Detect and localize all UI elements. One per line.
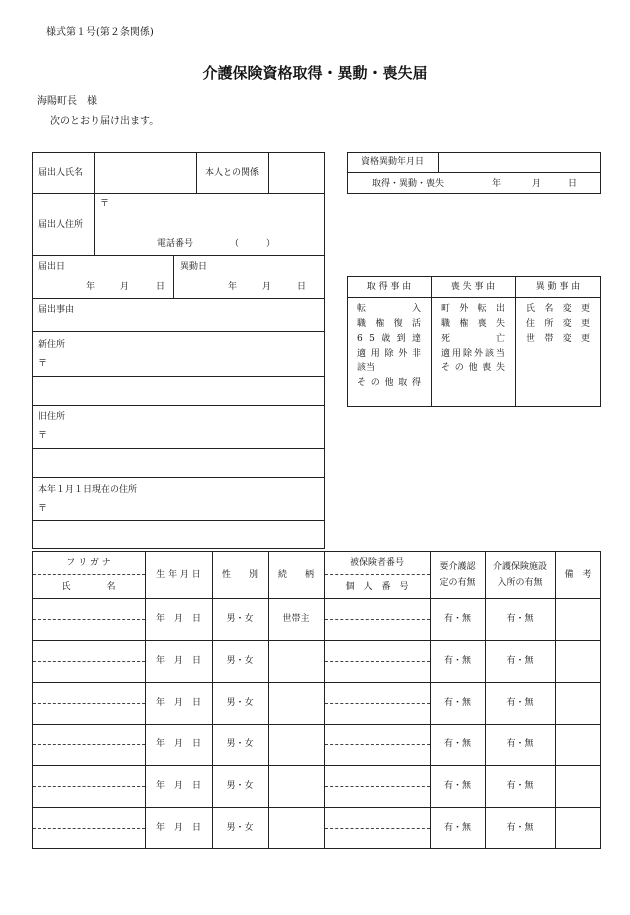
jan1-address-label: 本年１月１日現在の住所 [38, 485, 138, 495]
change-date-day: 日 [297, 282, 307, 292]
old-address-postal-mark: 〒 [38, 431, 48, 441]
care-cert-header-line2: 定の有無 [439, 578, 476, 588]
jan1-address-postal-mark: 〒 [38, 504, 48, 514]
relation-header: 続 柄 [277, 570, 314, 580]
facility-header-line2: 入所の有無 [497, 578, 543, 588]
change-reason-header: 異 動 事 由 [535, 282, 581, 292]
lose-reason-item[interactable]: 職 権 喪 失 [441, 319, 505, 329]
acquire-reason-item[interactable]: 適 用 除 外 非 [357, 349, 421, 359]
birthdate-cell[interactable]: 年 月 日 [155, 698, 201, 708]
acquire-reason-header: 取 得 事 由 [366, 282, 412, 292]
facility-cell[interactable]: 有・無 [506, 781, 534, 791]
new-address-postal-mark: 〒 [38, 359, 48, 369]
qualification-date-types: 取得・異動・喪失 [372, 179, 445, 189]
lose-reason-item[interactable]: 適 用 除 外 該 当 [441, 349, 505, 359]
qualification-date-title: 資格異動年月日 [361, 157, 425, 167]
care-cert-cell[interactable]: 有・無 [443, 656, 471, 666]
facility-header-line1: 介護保険施設 [492, 562, 547, 572]
change-reason-item[interactable]: 住 所 変 更 [526, 319, 590, 329]
change-reason-item[interactable]: 氏 名 変 更 [526, 304, 590, 314]
birthdate-header: 生 年 月 日 [156, 570, 201, 580]
phone-field[interactable]: （ ） [230, 239, 276, 249]
acquire-reason-item[interactable]: そ の 他 取 得 [357, 378, 421, 388]
applicant-name-label: 届出人氏名 [38, 168, 84, 178]
relation-cell: 世帯主 [282, 614, 310, 624]
gender-cell[interactable]: 男・女 [226, 698, 254, 708]
care-cert-cell[interactable]: 有・無 [443, 823, 471, 833]
acquire-reason-item: 該当 [357, 363, 376, 373]
acquire-reason-item[interactable]: 転 入 [357, 304, 421, 314]
facility-cell[interactable]: 有・無 [506, 823, 534, 833]
acquire-reason-item[interactable]: 6 5 歳 到 達 [357, 334, 421, 344]
relation-field[interactable] [270, 154, 323, 191]
insured-number-header: 被保険者番号 [349, 558, 404, 568]
gender-cell[interactable]: 男・女 [226, 781, 254, 791]
name-header: 氏 名 [61, 582, 116, 592]
form-number: 様式第１号(第２条関係) [46, 27, 154, 38]
gender-cell[interactable]: 男・女 [226, 614, 254, 624]
birthdate-cell[interactable]: 年 月 日 [155, 823, 201, 833]
facility-cell[interactable]: 有・無 [506, 698, 534, 708]
lose-reason-header: 喪 失 事 由 [450, 282, 496, 292]
intro-text: 次のとおり届け出ます。 [50, 116, 160, 127]
gender-cell[interactable]: 男・女 [226, 823, 254, 833]
phone-label: 電話番号 [157, 239, 194, 249]
birthdate-cell[interactable]: 年 月 日 [155, 781, 201, 791]
change-date-label: 異動日 [180, 262, 208, 272]
care-cert-cell[interactable]: 有・無 [443, 698, 471, 708]
remarks-header: 備 考 [564, 570, 592, 580]
new-address-label: 新住所 [38, 340, 66, 350]
qualification-date-month: 月 [532, 179, 542, 189]
postal-mark: 〒 [100, 199, 110, 209]
facility-cell[interactable]: 有・無 [506, 656, 534, 666]
birthdate-cell[interactable]: 年 月 日 [155, 614, 201, 624]
lose-reason-item[interactable]: 町 外 転 出 [441, 304, 505, 314]
form-title: 介護保険資格取得・異動・喪失届 [202, 64, 428, 82]
notify-date-label: 届出日 [38, 262, 66, 272]
facility-cell[interactable]: 有・無 [506, 739, 534, 749]
birthdate-cell[interactable]: 年 月 日 [155, 656, 201, 666]
gender-cell[interactable]: 男・女 [226, 739, 254, 749]
qualification-date-year: 年 [492, 179, 502, 189]
personal-number-header: 個 人 番 号 [345, 582, 409, 592]
relation-label: 本人との関係 [205, 168, 260, 178]
reason-label: 届出事由 [38, 305, 75, 315]
applicant-address-label: 届出人住所 [38, 220, 84, 230]
acquire-reason-item[interactable]: 職 権 復 活 [357, 319, 421, 329]
applicant-address-field[interactable] [96, 195, 323, 235]
lose-reason-item[interactable]: そ の 他 喪 失 [441, 363, 505, 373]
care-cert-header-line1: 要介護認 [439, 562, 476, 572]
notify-date-month: 月 [120, 282, 130, 292]
qualification-date-day: 日 [568, 179, 578, 189]
old-address-label: 旧住所 [38, 412, 66, 422]
furigana-header: フ リ ガ ナ [66, 558, 111, 568]
change-reason-item[interactable]: 世 帯 変 更 [526, 334, 590, 344]
gender-header: 性 別 [221, 570, 258, 580]
change-date-year: 年 [228, 282, 238, 292]
applicant-name-field[interactable] [96, 154, 194, 191]
addressee: 海陽町長 様 [37, 96, 97, 107]
notify-date-year: 年 [86, 282, 96, 292]
change-date-month: 月 [262, 282, 272, 292]
notify-date-day: 日 [156, 282, 166, 292]
care-cert-cell[interactable]: 有・無 [443, 781, 471, 791]
gender-cell[interactable]: 男・女 [226, 656, 254, 666]
care-cert-cell[interactable]: 有・無 [443, 614, 471, 624]
lose-reason-item[interactable]: 死 亡 [441, 334, 505, 344]
birthdate-cell[interactable]: 年 月 日 [155, 739, 201, 749]
facility-cell[interactable]: 有・無 [506, 614, 534, 624]
care-cert-cell[interactable]: 有・無 [443, 739, 471, 749]
